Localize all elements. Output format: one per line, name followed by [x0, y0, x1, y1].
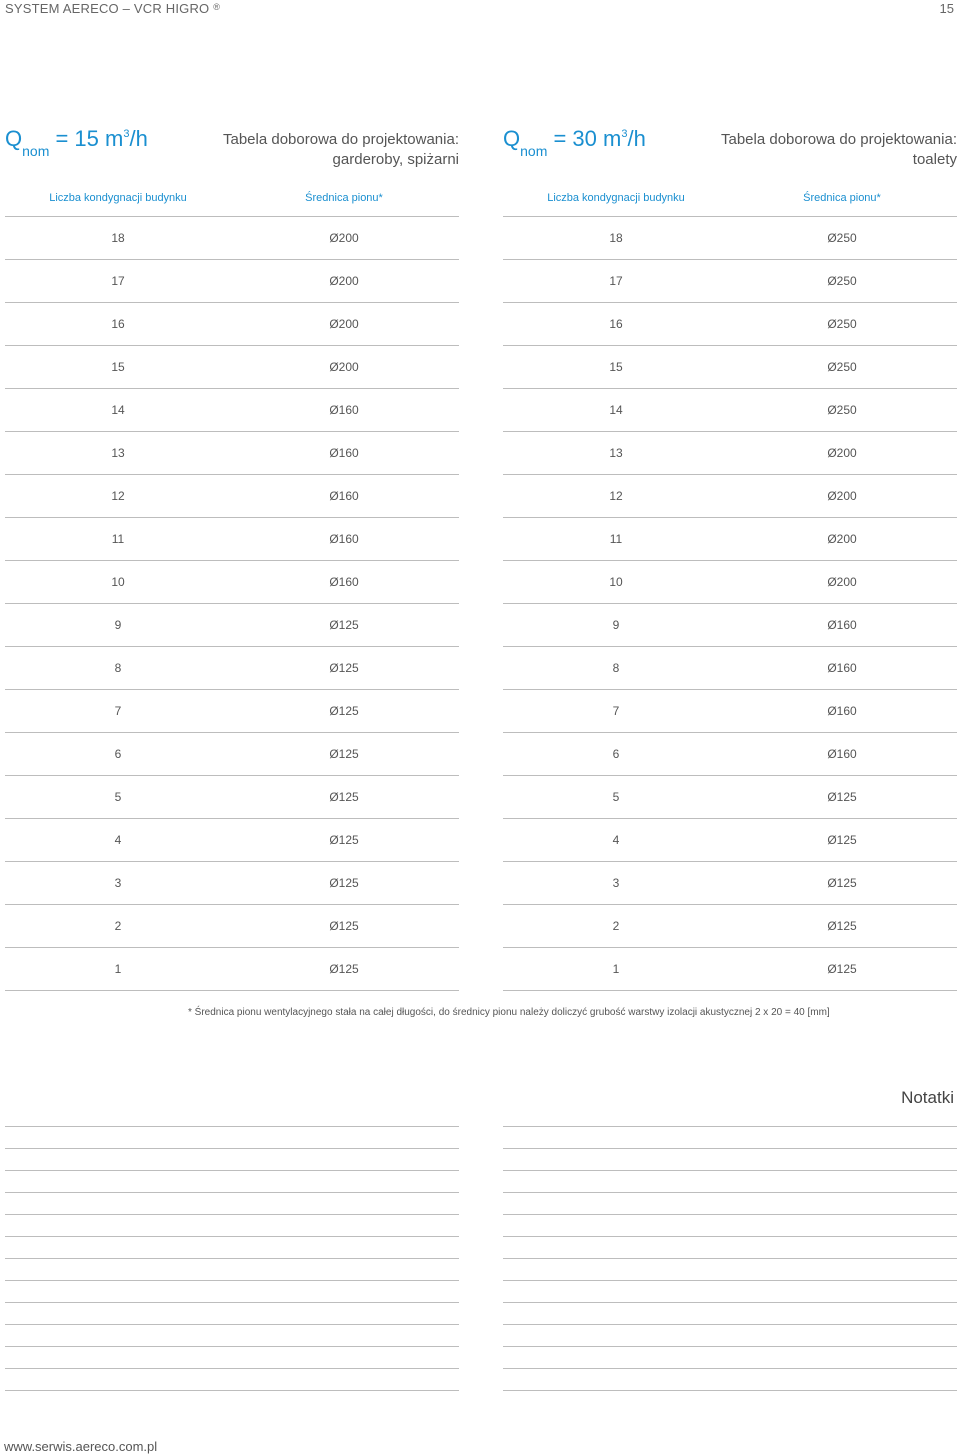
table-row	[503, 733, 957, 776]
table-row	[503, 948, 957, 991]
floors-cell: 16	[111, 317, 125, 331]
table-row	[503, 303, 957, 346]
floors-cell: 6	[612, 747, 620, 761]
diameter-cell: Ø200	[827, 575, 857, 589]
column-header-diameter: Średnica pionu*	[305, 192, 383, 204]
table-row	[5, 948, 459, 991]
diameter-cell: Ø125	[329, 618, 359, 632]
table-title	[223, 130, 459, 170]
floors-cell: 8	[612, 661, 620, 675]
table-row	[5, 260, 459, 303]
floors-cell: 5	[114, 790, 122, 804]
column-header-floors: Liczba kondygnacji budynku	[547, 192, 685, 204]
table-title-line1: Tabela doborowa do projektowania:	[721, 131, 957, 148]
q-subscript: nom	[520, 143, 548, 159]
floors-cell: 3	[114, 876, 122, 890]
floors-cell: 3	[612, 876, 620, 890]
table-row	[5, 604, 459, 647]
flow-rate-heading	[5, 126, 148, 159]
diameter-cell: Ø200	[827, 489, 857, 503]
table-row	[5, 647, 459, 690]
floors-cell: 1	[612, 962, 620, 976]
floors-cell: 10	[111, 575, 125, 589]
diameter-cell: Ø250	[827, 403, 857, 417]
diameter-cell: Ø125	[329, 661, 359, 675]
table-row	[503, 862, 957, 905]
diameter-cell: Ø125	[329, 704, 359, 718]
notes-rule-line	[5, 1390, 459, 1391]
floors-cell: 11	[609, 532, 623, 546]
table-row	[503, 905, 957, 948]
table-body	[503, 216, 957, 991]
floors-cell: 15	[609, 360, 623, 374]
table-row	[5, 346, 459, 389]
floors-cell: 7	[612, 704, 620, 718]
table-row	[503, 346, 957, 389]
footnote: * Średnica pionu wentylacyjnego stała na całej długości, do średnicy pionu należy doliczyć grubość warstwy izolacji akustycznej 2 x 20 = 40 [mm]	[188, 1007, 830, 1018]
table-row	[503, 647, 957, 690]
diameter-cell: Ø125	[329, 876, 359, 890]
table-row	[503, 819, 957, 862]
q-unit-tail: /h	[627, 126, 646, 151]
notes-rule-line	[5, 1258, 459, 1259]
table-title	[721, 130, 957, 170]
floors-cell: 2	[612, 919, 620, 933]
diameter-cell: Ø160	[827, 747, 857, 761]
diameter-cell: Ø125	[827, 876, 857, 890]
table-row	[503, 690, 957, 733]
table-row	[5, 475, 459, 518]
floors-cell: 9	[612, 618, 620, 632]
diameter-cell: Ø125	[827, 790, 857, 804]
table-row	[503, 260, 957, 303]
table-row	[5, 561, 459, 604]
floors-cell: 5	[612, 790, 620, 804]
diameter-cell: Ø125	[827, 833, 857, 847]
floors-cell: 17	[111, 274, 125, 288]
floors-cell: 1	[114, 962, 122, 976]
table-row	[5, 862, 459, 905]
floors-cell: 18	[111, 231, 125, 245]
table-row	[5, 733, 459, 776]
notes-rule-line	[5, 1280, 459, 1281]
diameter-cell: Ø200	[827, 446, 857, 460]
diameter-cell: Ø125	[827, 962, 857, 976]
table-row	[503, 217, 957, 260]
notes-rule-line	[5, 1368, 459, 1369]
table-title-line2: toalety	[912, 151, 957, 168]
notes-rule-line	[5, 1324, 459, 1325]
notes-rule-line	[5, 1236, 459, 1237]
page-number: 15	[939, 1, 954, 16]
table-row	[5, 905, 459, 948]
column-header-diameter: Średnica pionu*	[803, 192, 881, 204]
diameter-cell: Ø200	[329, 360, 359, 374]
diameter-cell: Ø160	[329, 489, 359, 503]
diameter-cell: Ø160	[827, 661, 857, 675]
floors-cell: 12	[111, 489, 125, 503]
document-title	[5, 1, 220, 16]
table-row	[5, 690, 459, 733]
table-row	[503, 432, 957, 475]
notes-rule-line	[503, 1214, 957, 1215]
diameter-cell: Ø125	[329, 747, 359, 761]
diameter-cell: Ø160	[827, 704, 857, 718]
diameter-cell: Ø125	[329, 833, 359, 847]
table-row	[503, 389, 957, 432]
table-row	[5, 819, 459, 862]
diameter-cell: Ø250	[827, 231, 857, 245]
notes-rule-line	[5, 1302, 459, 1303]
table-row	[5, 389, 459, 432]
floors-cell: 4	[114, 833, 122, 847]
diameter-cell: Ø200	[329, 231, 359, 245]
diameter-cell: Ø160	[329, 403, 359, 417]
notes-rule-line	[5, 1148, 459, 1149]
table-row	[503, 518, 957, 561]
notes-rule-line	[503, 1368, 957, 1369]
notes-rule-line	[503, 1258, 957, 1259]
table-title-line1: Tabela doborowa do projektowania:	[223, 131, 459, 148]
q-unit-tail: /h	[129, 126, 148, 151]
diameter-cell: Ø125	[329, 919, 359, 933]
notes-title: Notatki	[901, 1088, 954, 1107]
table-body	[5, 216, 459, 991]
notes-rule-line	[503, 1390, 957, 1391]
diameter-cell: Ø250	[827, 360, 857, 374]
document-title-text: SYSTEM AERECO – VCR HIGRO	[5, 1, 210, 16]
diameter-cell: Ø125	[329, 790, 359, 804]
notes-rule-line	[5, 1214, 459, 1215]
floors-cell: 14	[609, 403, 623, 417]
column-header-floors: Liczba kondygnacji budynku	[49, 192, 187, 204]
table-row	[503, 776, 957, 819]
table-row	[503, 604, 957, 647]
diameter-cell: Ø160	[329, 446, 359, 460]
notes-rule-line	[5, 1126, 459, 1127]
floors-cell: 13	[609, 446, 623, 460]
notes-rule-line	[503, 1324, 957, 1325]
floors-cell: 10	[609, 575, 623, 589]
diameter-cell: Ø200	[329, 317, 359, 331]
floors-cell: 7	[114, 704, 122, 718]
diameter-cell: Ø160	[827, 618, 857, 632]
notes-rule-line	[5, 1170, 459, 1171]
notes-rule-line	[5, 1346, 459, 1347]
diameter-cell: Ø160	[329, 532, 359, 546]
diameter-cell: Ø250	[827, 274, 857, 288]
table-row	[503, 561, 957, 604]
q-value: = 15 m	[49, 126, 124, 151]
floors-cell: 16	[609, 317, 623, 331]
diameter-cell: Ø200	[329, 274, 359, 288]
floors-cell: 11	[111, 532, 125, 546]
q-unit-sup: 3	[621, 128, 628, 140]
diameter-cell: Ø250	[827, 317, 857, 331]
table-row	[5, 518, 459, 561]
notes-rule-line	[5, 1192, 459, 1193]
notes-rule-line	[503, 1236, 957, 1237]
registered-mark: ®	[213, 2, 221, 12]
table-title-line2: garderoby, spiżarni	[332, 151, 459, 168]
floors-cell: 13	[111, 446, 125, 460]
running-header	[0, 0, 960, 20]
floors-cell: 15	[111, 360, 125, 374]
floors-cell: 18	[609, 231, 623, 245]
q-value: = 30 m	[547, 126, 622, 151]
q-subscript: nom	[22, 143, 50, 159]
notes-rule-line	[503, 1302, 957, 1303]
floors-cell: 12	[609, 489, 623, 503]
notes-rule-line	[503, 1346, 957, 1347]
table-row	[5, 303, 459, 346]
table-row	[5, 776, 459, 819]
q-symbol: Q	[5, 126, 23, 151]
floors-cell: 14	[111, 403, 125, 417]
flow-rate-heading	[503, 126, 646, 159]
notes-rule-line	[503, 1148, 957, 1149]
floors-cell: 2	[114, 919, 122, 933]
floors-cell: 4	[612, 833, 620, 847]
floors-cell: 6	[114, 747, 122, 761]
q-unit-sup: 3	[123, 128, 130, 140]
diameter-cell: Ø200	[827, 532, 857, 546]
notes-rule-line	[503, 1126, 957, 1127]
notes-rule-line	[503, 1192, 957, 1193]
table-row	[5, 432, 459, 475]
diameter-cell: Ø125	[329, 962, 359, 976]
notes-rule-line	[503, 1280, 957, 1281]
table-row	[5, 217, 459, 260]
diameter-cell: Ø160	[329, 575, 359, 589]
notes-rule-line	[503, 1170, 957, 1171]
q-symbol: Q	[503, 126, 521, 151]
floors-cell: 17	[609, 274, 623, 288]
website-link[interactable]: www.serwis.aereco.com.pl	[4, 1439, 158, 1454]
diameter-cell: Ø125	[827, 919, 857, 933]
floors-cell: 8	[114, 661, 122, 675]
table-row	[503, 475, 957, 518]
floors-cell: 9	[114, 618, 122, 632]
